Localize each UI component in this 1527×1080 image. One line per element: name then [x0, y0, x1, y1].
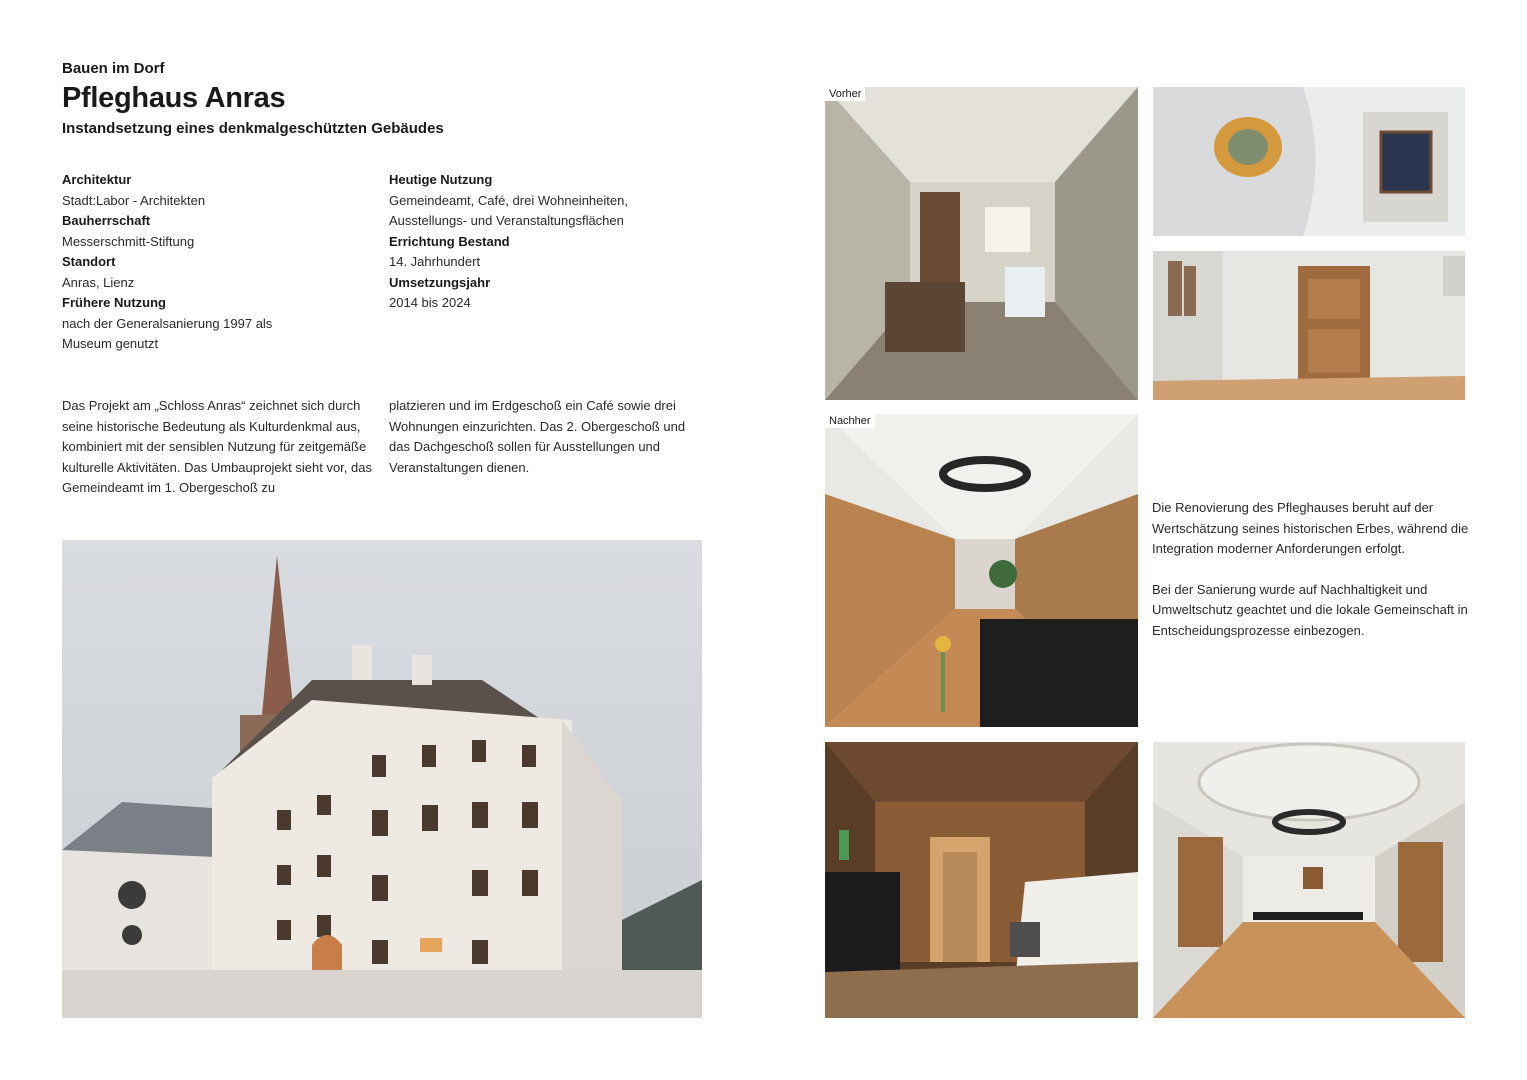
facts-right	[389, 170, 689, 314]
side-paragraph-2: Bei der Sanierung wurde auf Nachhaltigkeit und Umweltschutz geachtet und die lokale Gemeinschaft in Entscheidungsprozesse einbezogen.	[1152, 581, 1468, 638]
fact-value: Anras, Lienz	[62, 274, 135, 290]
page-title: Pfleghaus Anras	[62, 82, 286, 114]
building-exterior-photo	[62, 540, 702, 1018]
fact-value: Messerschmitt-Stiftung	[62, 233, 195, 249]
fact-label: Standort	[62, 254, 116, 269]
before-interior-photo	[825, 87, 1138, 400]
fact-value: Gemeindeamt, Café, drei Wohneinheiten, Ausstellungs- und Veranstaltungsflächen	[389, 192, 628, 228]
fact-label: Errichtung Bestand	[389, 233, 510, 249]
fact-label: Umsetzungsjahr	[389, 274, 491, 290]
section-kicker: Bauen im Dorf	[62, 60, 165, 77]
page-subtitle: Instandsetzung eines denkmalgeschützten Gebäudes	[62, 120, 444, 137]
after-tag: Nachher	[825, 414, 875, 428]
fact-label: Frühere Nutzung	[62, 295, 166, 310]
fresco-window-photo	[1153, 87, 1465, 236]
office-room-photo	[1153, 742, 1465, 1018]
wooden-room-photo	[825, 742, 1138, 1018]
body-text-col1: Das Projekt am „Schloss Anras“ zeichnet sich durch seine historische Bedeutung als Kulturdenkmal aus, kombiniert mit der sensiblen Nutzung für zeitgemäße kulturelle Aktivitäten. Das Umbauprojekt sieht vor, das Gemeindeamt im 1. Obergeschoß zu	[62, 398, 372, 495]
fact-label: Architektur	[62, 172, 132, 187]
fact-value: nach der Generalsanierung 1997 als Museum genutzt	[62, 315, 273, 351]
fact-label: Bauherrschaft	[62, 213, 151, 228]
body-text-col2: platzieren und im Erdgeschoß ein Café sowie drei Wohnungen einzurichten. Das 2. Obergeschoß und das Dachgeschoß sollen für Ausstellungen und Veranstaltungen dienen.	[389, 398, 686, 475]
facts-left	[62, 170, 362, 355]
fact-value: 14. Jahrhundert	[389, 254, 481, 269]
side-paragraph-1: Die Renovierung des Pfleghauses beruht auf der Wertschätzung seines historischen Erbes, während die Integration moderner Anforderungen erfolgt.	[1152, 500, 1469, 556]
fact-value: Stadt:Labor - Architekten	[62, 192, 206, 208]
fact-value: 2014 bis 2024	[389, 295, 471, 310]
side-text	[1152, 498, 1472, 661]
before-tag: Vorher	[825, 87, 865, 101]
fact-label: Heutige Nutzung	[389, 172, 493, 187]
hallway-door-photo	[1153, 251, 1465, 400]
after-hallway-photo	[825, 414, 1138, 727]
